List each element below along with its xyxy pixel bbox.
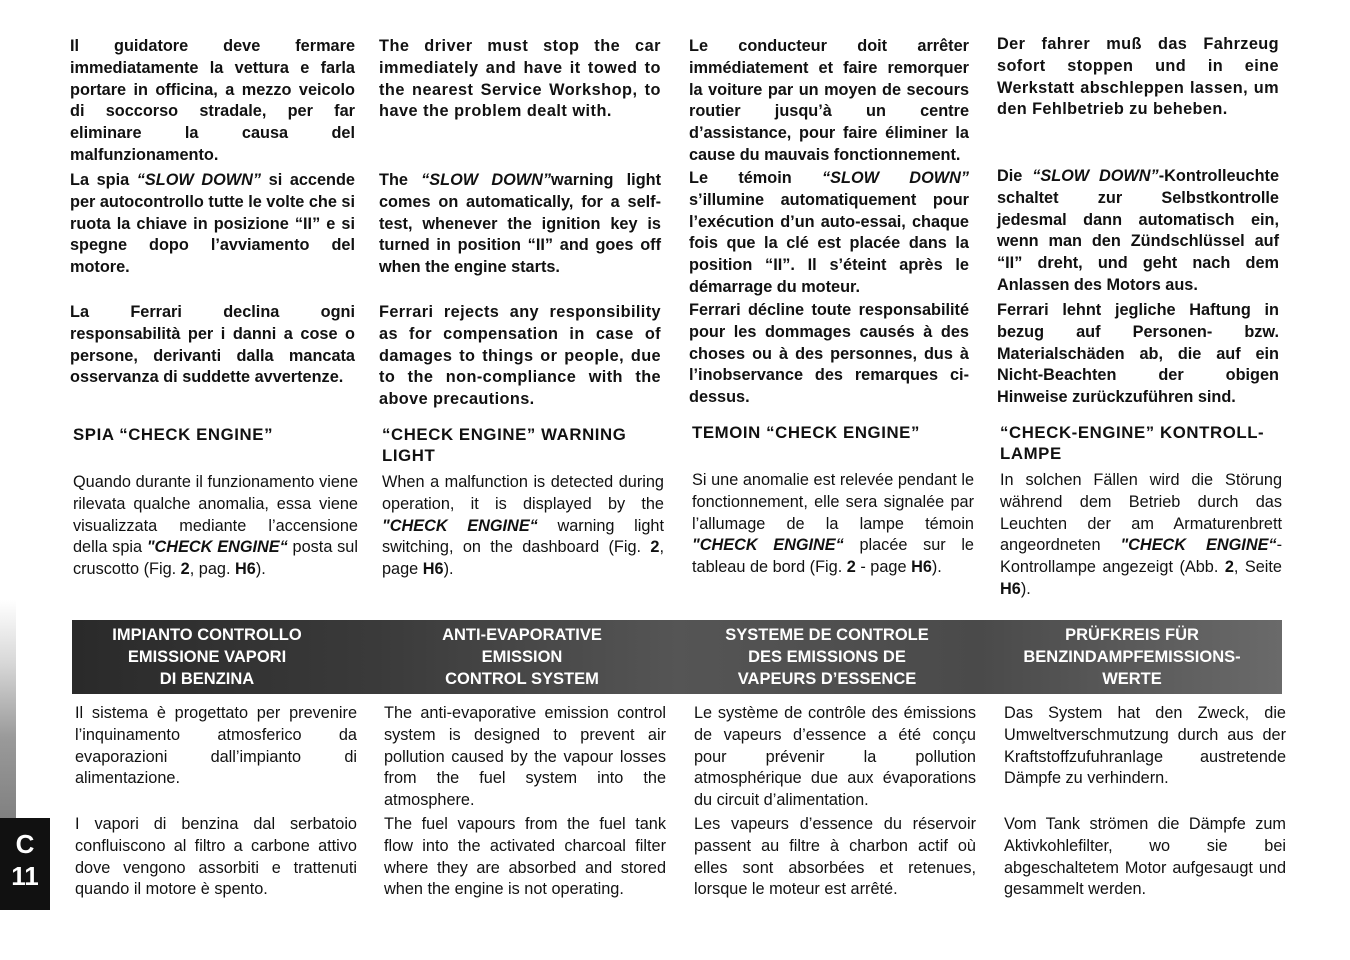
fr-liability-paragraph: Ferrari décline toute responsabilité pour les dommages causés à des choses ou à des personnes, dus à l’inobservance des remarques ci-dessus. bbox=[689, 301, 969, 407]
en-system-paragraph: The anti-evaporative emission control system is designed to prevent air pollution caused by the vapour losses from the fuel system into the atmosphere. bbox=[384, 704, 666, 810]
fr-towing-paragraph: Le conducteur doit arrêter immédiatement et faire remorquer la voiture par un moyen de secours routier jusqu’à un centre d’assistance, pour faire éliminer la cause du mauvais fonctionnement. bbox=[689, 37, 969, 164]
en-slow-down-paragraph: The “SLOW DOWN”warning light comes on automatically, for a self-test, whenever the ignition key is turned in position “II” and goes off when the engine starts. bbox=[379, 171, 662, 277]
it-system-paragraph: Il sistema è progettato per prevenire l’inquinamento atmosferico da evaporazioni dall’impianto di alimentazione. bbox=[75, 704, 357, 788]
en-check-engine-heading: “CHECK ENGINE” WARNING LIGHT bbox=[382, 425, 627, 465]
banner-title-french: SYSTEME DE CONTROLE DES EMISSIONS DE VAPEURS D’ESSENCE bbox=[725, 626, 929, 688]
de-slow-down-paragraph: Die “SLOW DOWN”-Kontrolleuchte schaltet zur Selbstkontrolle jedesmal dann automatisch ein, wenn man den Zündschlüssel auf “II” dreht, und geht nach dem Anlassen des Motors aus. bbox=[997, 167, 1279, 294]
en-check-engine-body: When a malfunction is detected during operation, it is displayed by the "CHECK ENGINE“ warning light switching, on the dashboard (Fig. 2, page H6). bbox=[382, 473, 664, 579]
it-vapours-paragraph: I vapori di benzina dal serbatoio confluiscono al filtro a carbone attivo dove vengono assorbiti e trattenuti quando il motore è spento. bbox=[75, 815, 357, 899]
it-check-engine-heading: SPIA “CHECK ENGINE” bbox=[73, 425, 274, 444]
fr-system-paragraph: Le système de contrôle des émissions de vapeurs d’essence a été conçu pour prévenir la pollution atmosphérique due aux évaporations du circuit d’alimentation. bbox=[694, 704, 976, 810]
en-vapours-paragraph: The fuel vapours from the fuel tank flow into the activated charcoal filter where they are absorbed and stored when the engine is not operating. bbox=[384, 815, 666, 899]
it-liability-paragraph: La Ferrari declina ogni responsabilità per i danni a cose o persone, derivanti dalla mancata osservanza di suddette avvertenze. bbox=[70, 303, 355, 387]
en-liability-paragraph: Ferrari rejects any responsibility as for compensation in case of damages to things or people, due to the non-compliance with the above precautions. bbox=[379, 303, 661, 409]
fr-vapours-paragraph: Les vapeurs d’essence du réservoir passent au filtre à charbon actif où elles sont absorbées et retenues, lorsque le moteur est arrêté. bbox=[694, 815, 976, 899]
de-check-engine-heading: “CHECK-ENGINE” KONTROLL-LAMPE bbox=[1000, 423, 1265, 463]
de-vapours-paragraph: Vom Tank strömen die Dämpfe zum Aktivkohlefilter, wo sie bei abgeschaltetem Motor aufgesaugt und gesammelt werden. bbox=[1004, 815, 1286, 899]
page-number-tab bbox=[0, 818, 50, 910]
de-check-engine-body: In solchen Fällen wird die Störung während dem Betrieb durch das Leuchten der am Armaturenbrett angeordneten "CHECK ENGINE“-Kontrollampe angezeigt (Abb. 2, Seite H6). bbox=[1000, 471, 1282, 598]
page-section-letter: C bbox=[15, 829, 35, 859]
page-edge-shadow bbox=[0, 600, 16, 850]
it-slow-down-paragraph: La spia “SLOW DOWN” si accende per autocontrollo tutte le volte che si ruota la chiave in posizione “II” e si spegne dopo l’avviamento del motore. bbox=[70, 171, 355, 277]
banner-title-german: PRÜFKREIS FÜR BENZINDAMPFEMISSIONS- WERTE bbox=[1023, 626, 1241, 688]
fr-check-engine-body: Si une anomalie est relevée pendant le fonctionnement, elle sera signalée par l’allumage de la lampe témoin "CHECK ENGINE“ placée sur le tableau de bord (Fig. 2 - page H6). bbox=[692, 471, 974, 577]
it-check-engine-body: Quando durante il funzionamento viene rilevata qualche anomalia, essa viene visualizzata mediante l’accensione della spia "CHECK ENGINE“ posta sul cruscotto (Fig. 2, pag. H6). bbox=[73, 473, 358, 579]
banner-title-italian: IMPIANTO CONTROLLO EMISSIONE VAPORI DI BENZINA bbox=[112, 626, 302, 688]
fr-check-engine-heading: TEMOIN “CHECK ENGINE” bbox=[692, 423, 920, 442]
en-towing-paragraph: The driver must stop the car immediately and have it towed to the nearest Service Workshop, to have the problem dealt with. bbox=[379, 37, 661, 121]
section-banner bbox=[72, 620, 1282, 694]
it-towing-paragraph: Il guidatore deve fermare immediatamente la vettura e farla portare in officina, a mezzo veicolo di soccorso stradale, per far eliminare la causa del malfunzionamento. bbox=[70, 37, 355, 164]
fr-slow-down-paragraph: Le témoin “SLOW DOWN” s’illumine automatiquement pour l’exécution d’un auto-essai, chaque fois que la clé est placée dans la position “II”. Il s’éteint après le démarrage du moteur. bbox=[689, 169, 969, 296]
de-system-paragraph: Das System hat den Zweck, die Umweltverschmutzung durch aus der Kraftstoffzufuhranlage austretende Dämpfe zu verhindern. bbox=[1004, 704, 1286, 788]
de-towing-paragraph: Der fahrer muß das Fahrzeug sofort stoppen und in eine Werkstatt abschleppen lassen, um den Fehlbetrieb zu beheben. bbox=[997, 35, 1279, 119]
banner-title-english: ANTI-EVAPORATIVE EMISSION CONTROL SYSTEM bbox=[442, 626, 602, 688]
de-liability-paragraph: Ferrari lehnt jegliche Haftung in bezug auf Personen- bzw. Materialschäden ab, die auf ein Nicht-Beachten der obigen Hinweise zurückzuführen sind. bbox=[997, 301, 1279, 407]
page-number: 11 bbox=[11, 861, 39, 891]
